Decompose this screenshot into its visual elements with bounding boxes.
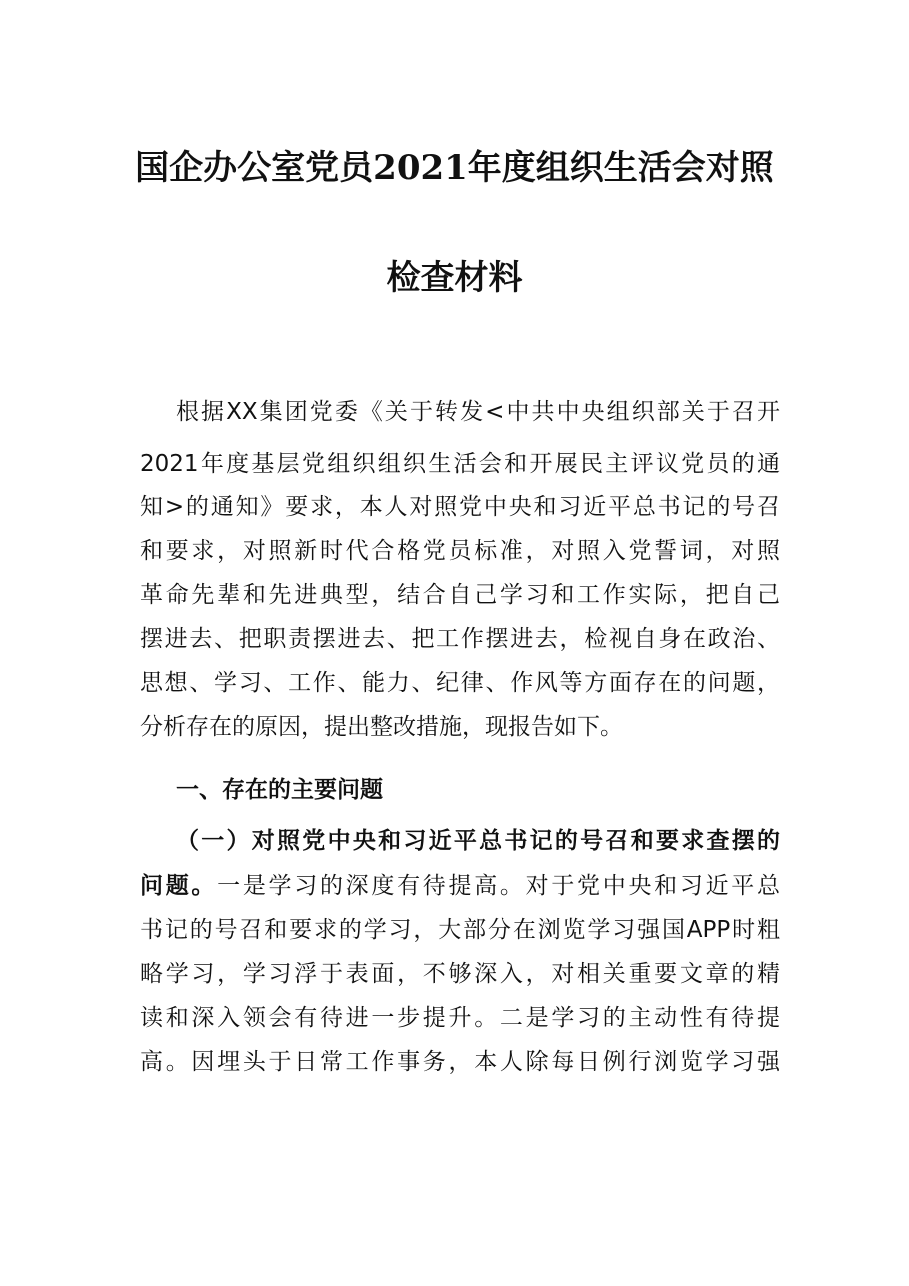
subsection-body-line-4: 读和深入领会有待进一步提升。二是学习的主动性有待提 (140, 1005, 780, 1031)
section-heading-problems: 一、存在的主要问题 (176, 777, 383, 803)
subsection-body-line-1 (140, 871, 780, 901)
intro-line-4: 和要求，对照新时代合格党员标准，对照入党誓词，对照 (140, 538, 780, 564)
intro-line-2: 2021年度基层党组织组织生活会和开展民主评议党员的通 (140, 451, 780, 477)
subsection-body-line-3: 略学习，学习浮于表面，不够深入，对相关重要文章的精 (140, 961, 780, 987)
intro-line-6: 摆进去、把职责摆进去、把工作摆进去，检视自身在政治、 (140, 626, 780, 652)
subsection-heading-tail: 问题。 (140, 873, 218, 899)
subsection-heading-line: （一）对照党中央和习近平总书记的号召和要求查摆的 (176, 828, 780, 854)
intro-line-8: 分析存在的原因，提出整改措施，现报告如下。 (140, 714, 623, 740)
intro-line-7: 思想、学习、工作、能力、纪律、作风等方面存在的问题， (140, 670, 780, 696)
intro-line-1: 根据XX集团党委《关于转发<中共中央组织部关于召开 (176, 399, 780, 425)
subsection-body-line-2: 书记的号召和要求的学习，大部分在浏览学习强国APP时粗 (140, 917, 780, 943)
intro-line-5: 革命先辈和先进典型，结合自己学习和工作实际，把自己 (140, 582, 780, 608)
subsection-body-first-text: 一是学习的深度有待提高。对于党中央和习近平总 (217, 873, 780, 899)
document-title-line-1: 国企办公室党员2021年度组织生活会对照 (135, 148, 774, 188)
intro-line-3: 知>的通知》要求，本人对照党中央和习近平总书记的号召 (140, 494, 780, 520)
subsection-body-line-5: 高。因埋头于日常工作事务，本人除每日例行浏览学习强 (140, 1049, 780, 1075)
document-title-line-2: 检查材料 (386, 258, 523, 298)
